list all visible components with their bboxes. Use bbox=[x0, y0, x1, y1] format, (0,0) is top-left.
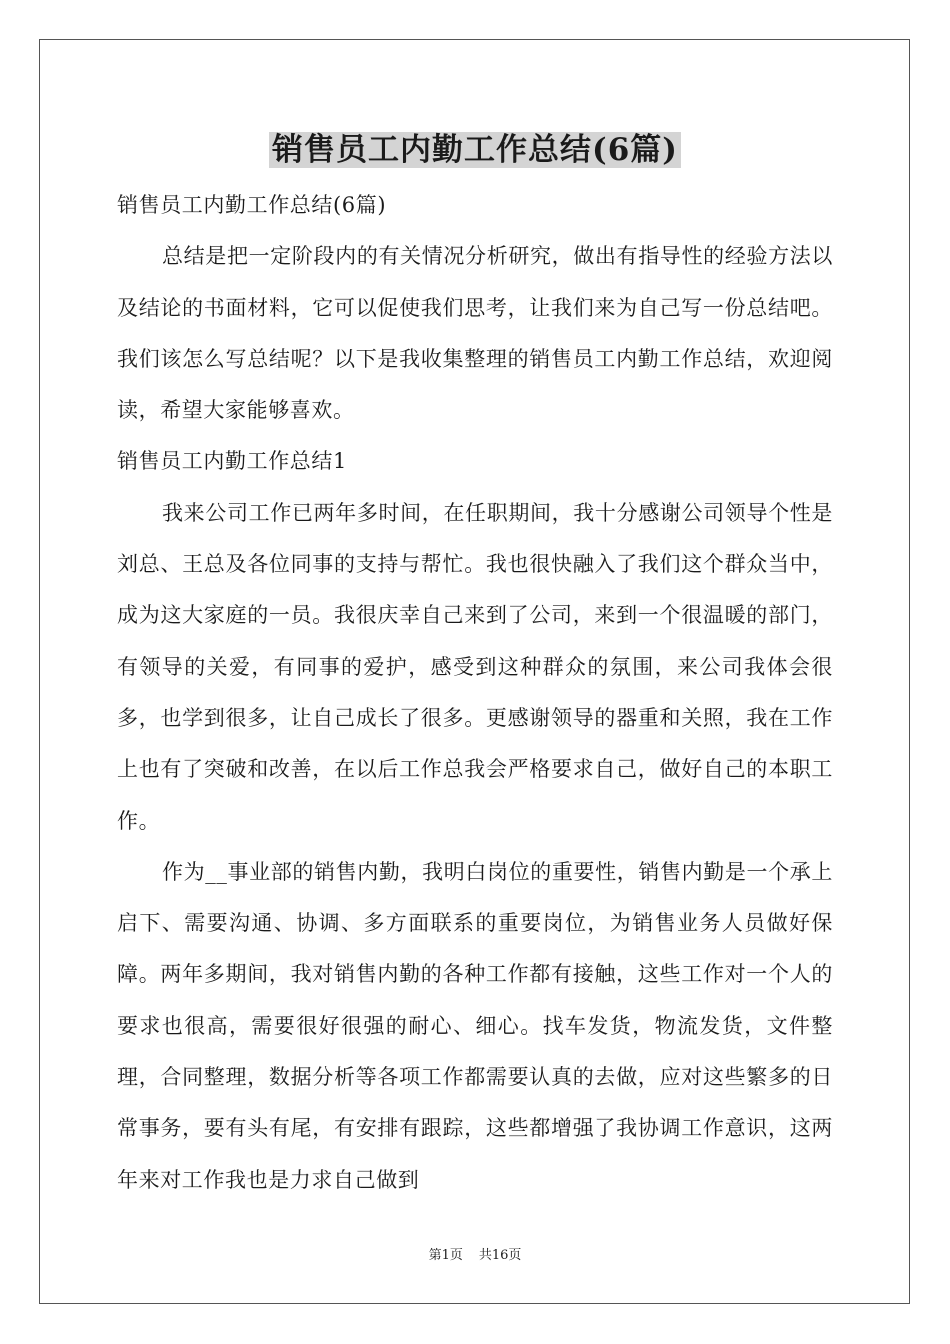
document-title bbox=[0, 128, 950, 172]
document-body bbox=[117, 180, 833, 1206]
intro-paragraph: 总结是把一定阶段内的有关情况分析研究，做出有指导性的经验方法以及结论的书面材料，它可以促使我们思考，让我们来为自己写一份总结吧。我们该怎么写总结呢？以下是我收集整理的销售员工内勤工作总结，欢迎阅读，希望大家能够喜欢。 bbox=[117, 244, 833, 423]
document-subtitle: 销售员工内勤工作总结(6篇) bbox=[117, 193, 387, 217]
page-footer bbox=[0, 1247, 950, 1265]
body-paragraph-2: 作为__事业部的销售内勤，我明白岗位的重要性，销售内勤是一个承上启下、需要沟通、协调、多方面联系的重要岗位，为销售业务人员做好保障。两年多期间，我对销售内勤的各种工作都有接触，这些工作对一个人的要求也很高，需要很好很强的耐心、细心。找车发货，物流发货，文件整理，合同整理，数据分析等各项工作都需要认真的去做，应对这些繁多的日常事务，要有头有尾，有安排有跟踪，这些都增强了我协调工作意识，这两年来对工作我也是力求自己做到 bbox=[117, 859, 833, 1192]
page-total: 共16页 bbox=[478, 1248, 522, 1263]
body-paragraph-1: 我来公司工作已两年多时间，在任职期间，我十分感谢公司领导个性是刘总、王总及各位同事的支持与帮忙。我也很快融入了我们这个群众当中，成为这大家庭的一员。我很庆幸自己来到了公司，来到一个很温暖的部门，有领导的关爱，有同事的爱护，感受到这种群众的氛围，来公司我体会很多，也学到很多，让自己成长了很多。更感谢领导的器重和关照，我在工作上也有了突破和改善，在以后工作总我会严格要求自己，做好自己的本职工作。 bbox=[117, 500, 833, 833]
page-number: 第1页 bbox=[428, 1248, 463, 1263]
section-heading: 销售员工内勤工作总结1 bbox=[117, 449, 347, 474]
document-title-text: 销售员工内勤工作总结(6篇) bbox=[269, 132, 681, 168]
